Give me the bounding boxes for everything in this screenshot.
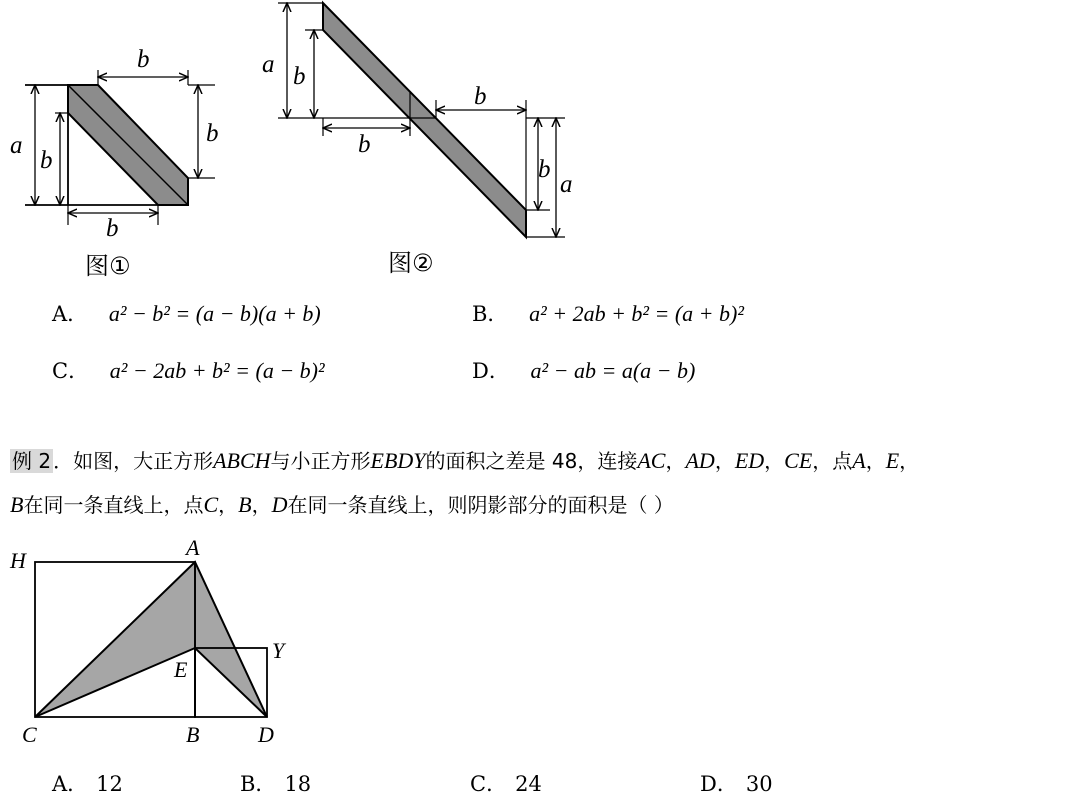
fig1-label-bottom-b: b xyxy=(106,215,119,242)
fig2-label-left-a: a xyxy=(262,51,275,78)
ex2-option-d[interactable]: D． 30 xyxy=(700,772,773,796)
ex2-option-c[interactable]: C． 24 xyxy=(470,772,542,796)
ex2-option-b[interactable]: B． 18 xyxy=(240,772,312,796)
fig2-shaded-strip xyxy=(323,3,526,237)
point-a: A xyxy=(186,535,200,560)
fig2-label-mid-b: b xyxy=(358,131,371,158)
square-big-name: ABCH xyxy=(213,448,271,473)
figure-2 xyxy=(260,0,590,248)
point-c: C xyxy=(22,722,37,747)
fig2-label-left-b: b xyxy=(293,63,306,90)
fig2-label-right-a: a xyxy=(560,171,573,198)
figure-2-caption: 图② xyxy=(388,249,434,277)
fig1-label-right-b: b xyxy=(206,120,219,147)
ex1-option-b[interactable]: B． a² + 2ab + b² = (a + b)² xyxy=(472,301,744,326)
point-b: B xyxy=(186,722,200,747)
fig1-label-left-b: b xyxy=(40,147,53,174)
fig2-label-upper-b: b xyxy=(474,83,487,110)
point-y: Y xyxy=(272,638,285,663)
ex1-option-d[interactable]: D． a² − ab = a(a − b) xyxy=(472,358,696,383)
ex2-question-line-1: 例 2 ．如图，大正方形ABCH与小正方形EBDY的面积之差是 48，连接AC，AD，ED，CE，点A，E， xyxy=(12,448,920,473)
example-tag: 例 2 xyxy=(12,449,52,473)
point-e: E xyxy=(174,657,188,682)
point-h: H xyxy=(10,548,26,573)
point-d: D xyxy=(258,722,274,747)
ex2-option-a[interactable]: A． 12 xyxy=(52,772,123,796)
ex2-figure xyxy=(0,535,300,750)
ex2-shaded-region xyxy=(35,562,267,717)
fig1-label-top-b: b xyxy=(137,46,150,73)
fig2-label-right-b: b xyxy=(538,156,551,183)
fig1-label-left-a: a xyxy=(10,132,23,159)
ex1-option-a[interactable]: A． a² − b² = (a − b)(a + b) xyxy=(52,301,321,326)
ex2-question-line-2: B在同一条直线上，点C，B，D在同一条直线上，则阴影部分的面积是（ ） xyxy=(10,492,674,517)
figure-1 xyxy=(0,40,240,250)
ex1-option-c[interactable]: C． a² − 2ab + b² = (a − b)² xyxy=(52,358,325,383)
figure-1-caption: 图① xyxy=(85,252,131,280)
square-small-name: EBDY xyxy=(370,448,426,473)
